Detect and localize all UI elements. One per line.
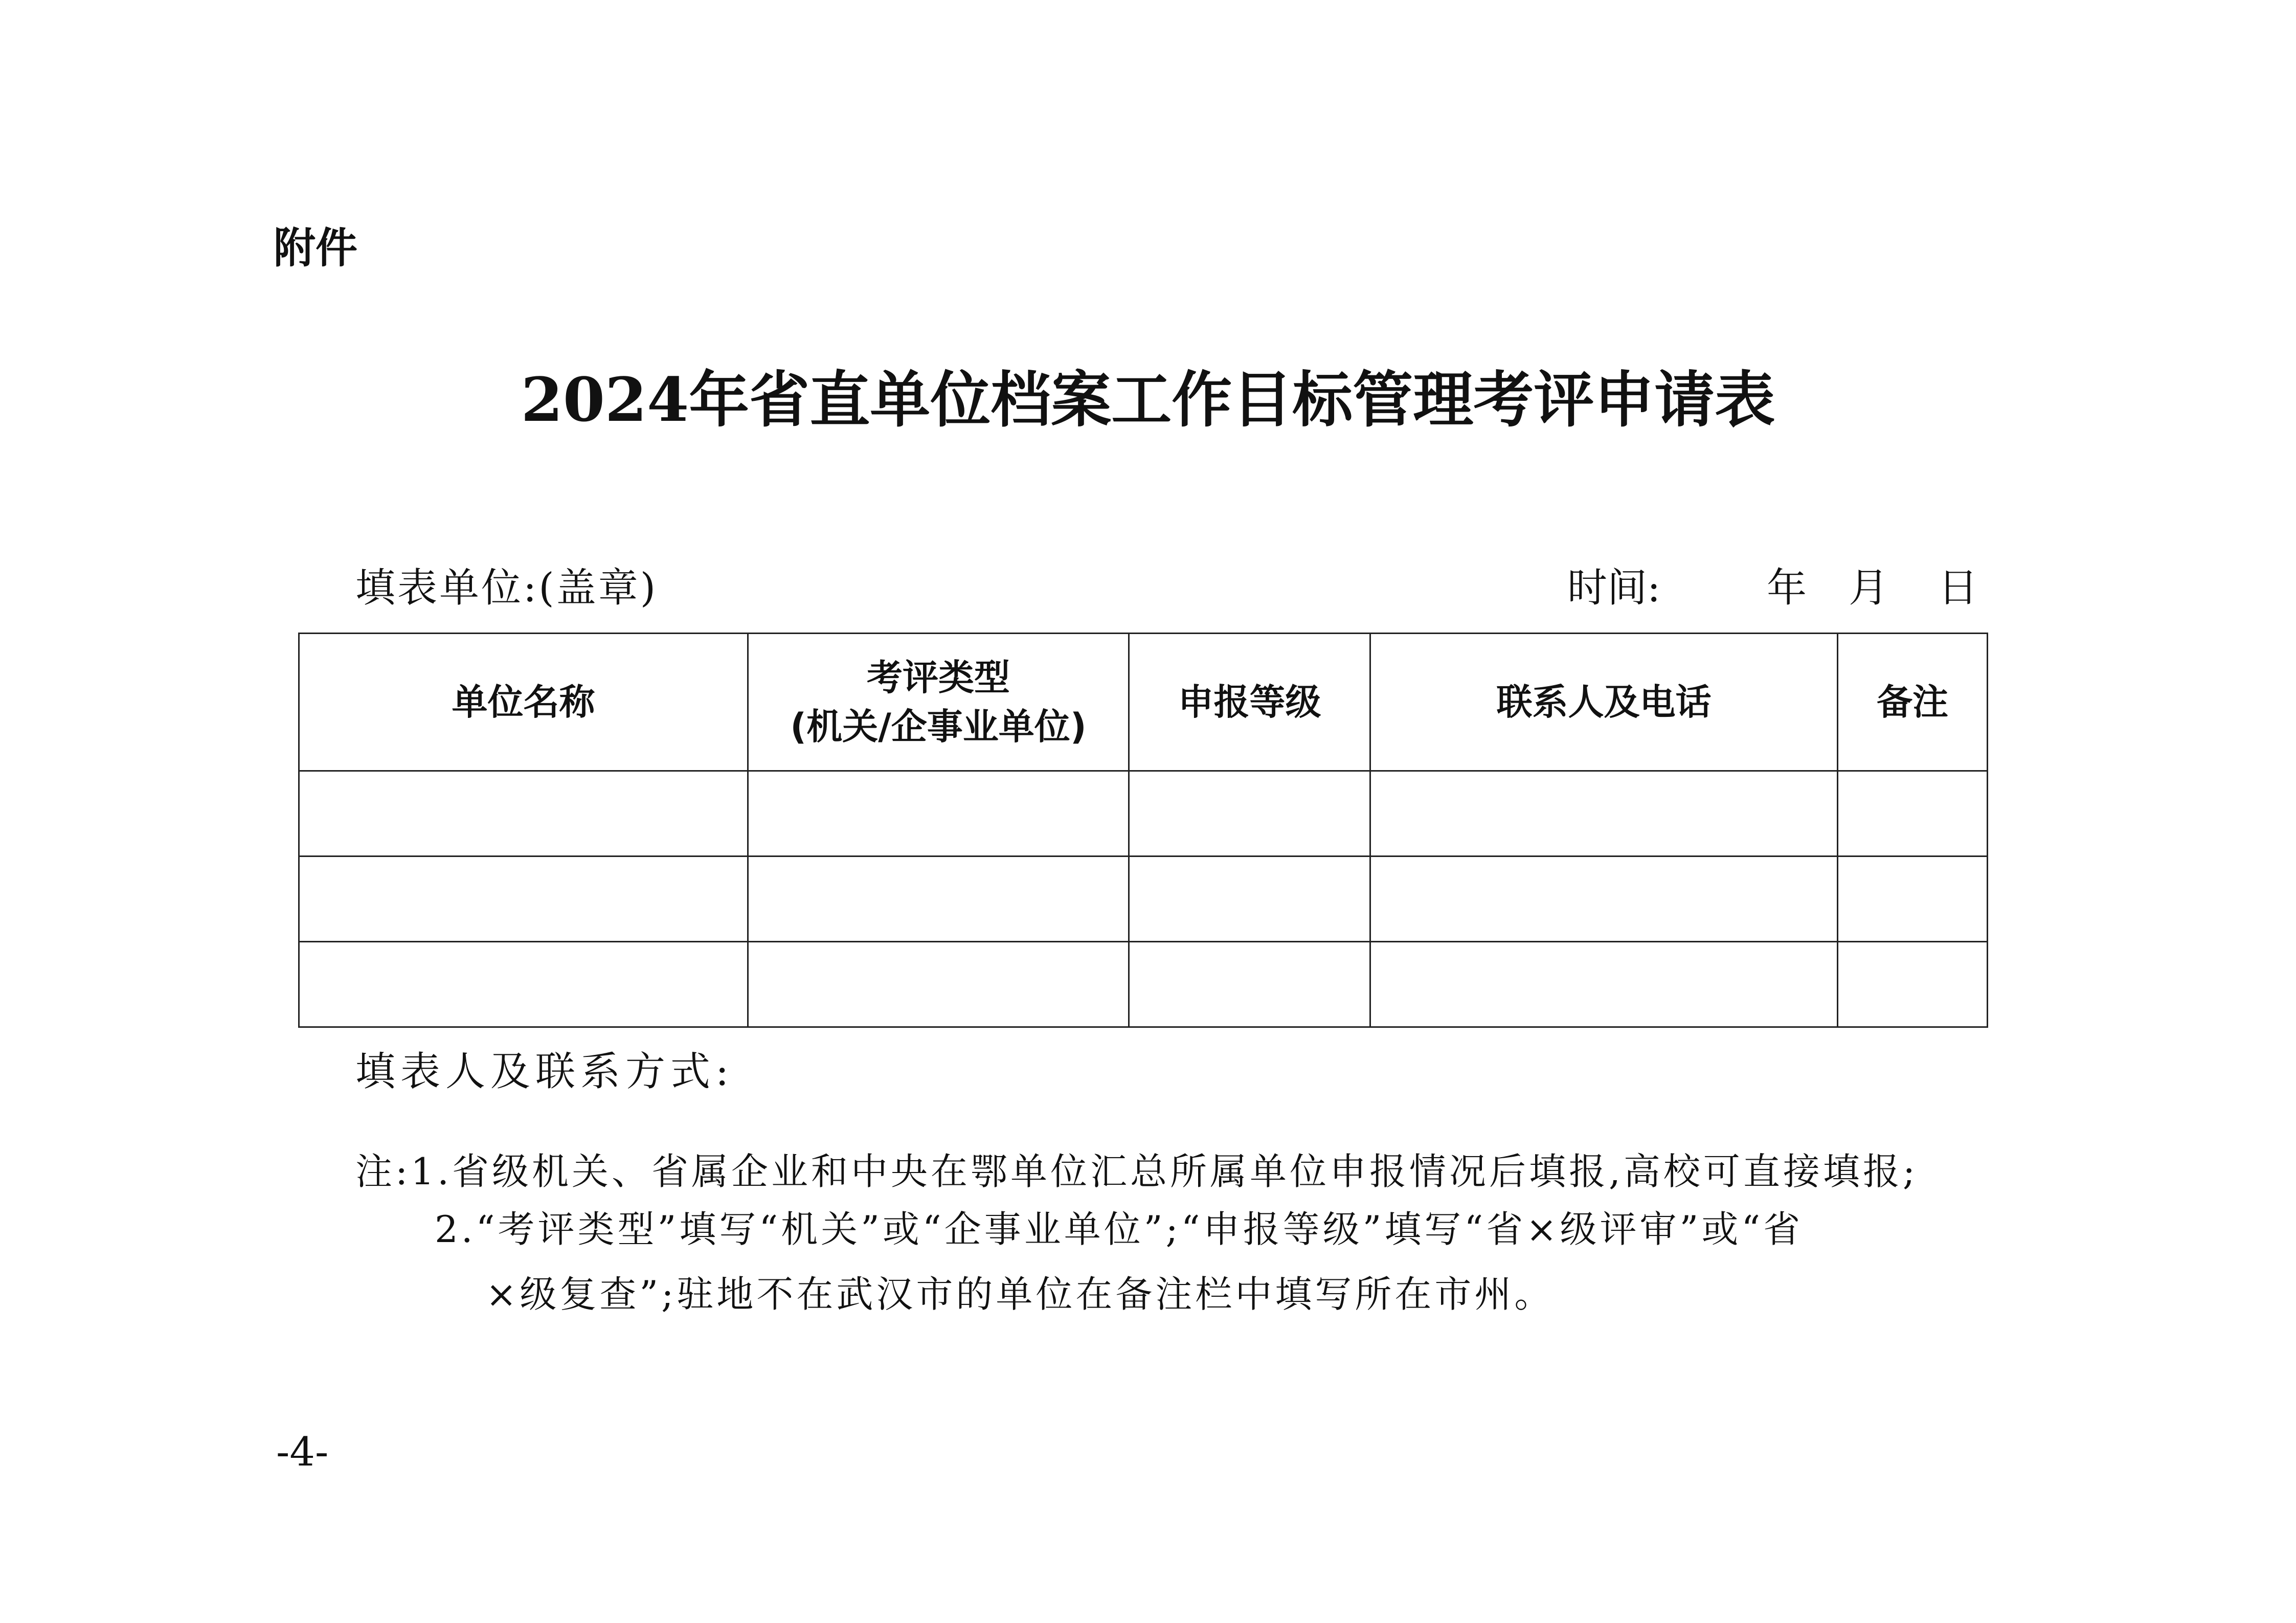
table-row [299, 771, 1988, 856]
table-row [299, 856, 1988, 942]
table-row [299, 942, 1988, 1027]
header-unit-name: 单位名称 [299, 634, 748, 771]
year-label: 年 [1767, 565, 1807, 611]
header-eval-type [748, 634, 1129, 771]
table-cell[interactable] [1129, 856, 1370, 942]
attachment-label: 附件 [274, 224, 358, 273]
header-eval-type-line1: 考评类型 [867, 657, 1010, 698]
table-cell[interactable] [1838, 942, 1988, 1027]
table-cell[interactable] [299, 942, 748, 1027]
note-line-1: 注:1.省级机关、省属企业和中央在鄂单位汇总所属单位申报情况后填报,高校可直接填报; [355, 1150, 1919, 1193]
table-cell[interactable] [299, 856, 748, 942]
header-eval-type-line2: (机关/企事业单位) [790, 706, 1087, 748]
table-cell[interactable] [299, 771, 748, 856]
table-cell[interactable] [1370, 856, 1838, 942]
month-label: 月 [1849, 565, 1889, 611]
application-table [298, 633, 1988, 1028]
page-number: -4- [276, 1429, 329, 1475]
note-line-2: 2.“考评类型”填写“机关”或“企事业单位”;“申报等级”填写“省×级评审”或“省 [435, 1208, 1804, 1251]
table-cell[interactable] [1129, 942, 1370, 1027]
header-remark: 备注 [1838, 634, 1988, 771]
header-contact: 联系人及电话 [1370, 634, 1838, 771]
table-cell[interactable] [1129, 771, 1370, 856]
table-cell[interactable] [748, 771, 1129, 856]
table-header-row [299, 634, 1988, 771]
table-cell[interactable] [1370, 942, 1838, 1027]
filler-contact-label: 填表人及联系方式: [355, 1049, 734, 1095]
table-cell[interactable] [1838, 856, 1988, 942]
table-cell[interactable] [1370, 771, 1838, 856]
table-cell[interactable] [748, 942, 1129, 1027]
document-title: 2024年省直单位档案工作目标管理考评申请表 [521, 364, 1775, 435]
fill-unit-label: 填表单位:(盖章) [355, 565, 658, 611]
header-report-level: 申报等级 [1129, 634, 1370, 771]
day-label: 日 [1938, 565, 1978, 611]
table-cell[interactable] [1838, 771, 1988, 856]
time-label: 时间: [1567, 565, 1661, 611]
note-line-3: ×级复查”;驻地不在武汉市的单位在备注栏中填写所在市州。 [486, 1273, 1555, 1316]
table-cell[interactable] [748, 856, 1129, 942]
